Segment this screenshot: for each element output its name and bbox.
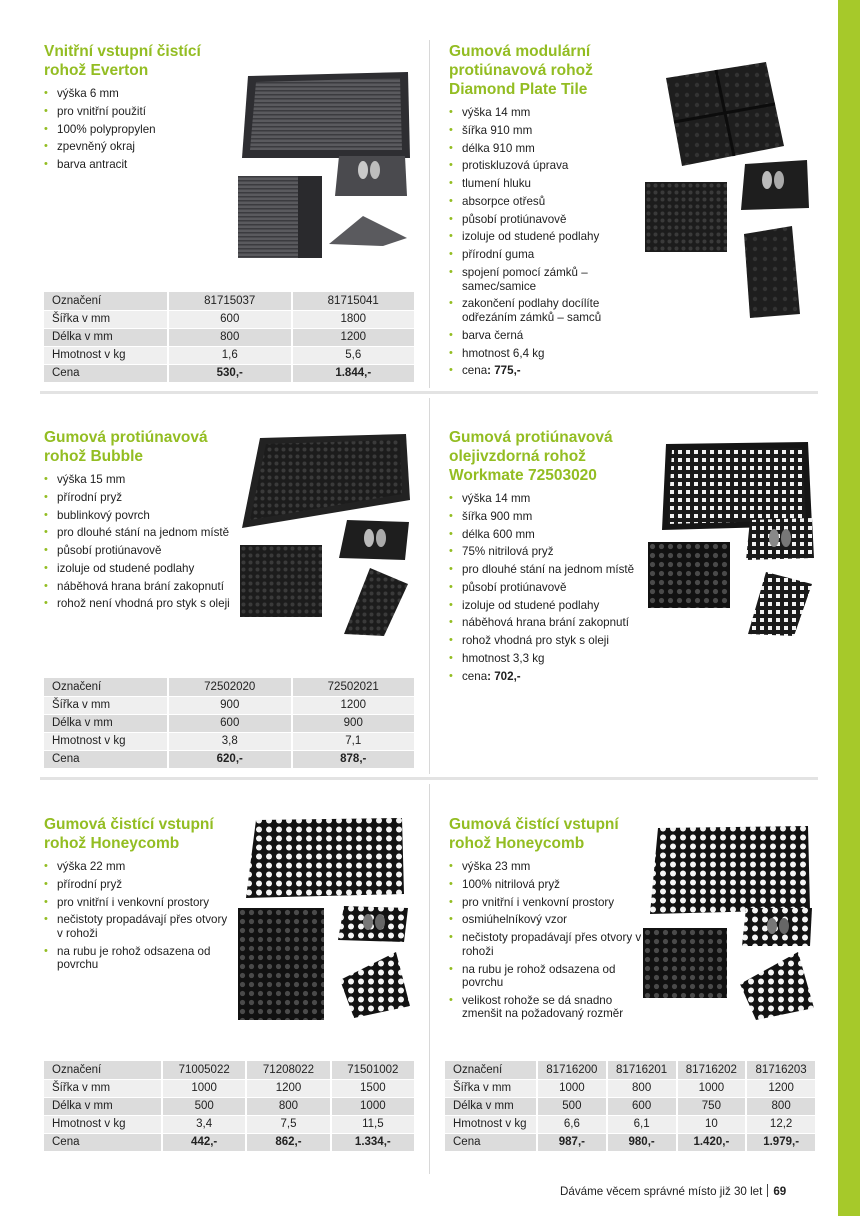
feature-item: • výška 14 mm [449,492,643,506]
feature-item: • náběhová hrana brání zakopnutí [449,616,643,630]
price-value: : 702,- [487,669,521,683]
table-header: 71501002 [331,1061,415,1079]
table-cell: 1000 [537,1079,607,1097]
feature-item: • pro vnitřní i venkovní prostory [449,896,645,910]
table-cell: 800 [246,1097,330,1115]
table-header: 81716203 [746,1061,816,1079]
feature-item: • nečistoty propadávají přes otvory v rohoži [449,931,645,958]
spec-table-honeycomb-nitrile [445,1061,817,1152]
table-header: 72502021 [292,678,416,696]
table-cell: 7,1 [292,732,416,750]
table-cell: Hmotnost v kg [44,732,168,750]
product-bubble [44,428,240,615]
feature-item: • přírodní guma [449,248,641,262]
feature-item: • na rubu je rohož odsazena od povrchu [44,945,234,972]
product-title: Gumová modulární protiúnavová rohož Diamond Plate Tile [449,43,593,98]
table-cell: 5,6 [292,346,416,364]
feature-item: • pro vnitřní použití [44,105,244,119]
feature-item: • izoluje od studené podlahy [449,230,641,244]
price-value: : 775,- [487,364,521,378]
table-cell: 900 [292,714,416,732]
feature-list [449,106,641,378]
table-cell: 11,5 [331,1115,415,1133]
table-cell: 1800 [292,310,416,328]
table-cell: 600 [168,310,292,328]
feature-item: • velikost rohože se dá snadno zmenšit na požadovaný rozměr [449,994,645,1021]
diamond-tiles-image [662,60,786,168]
everton-corner-image [323,212,411,246]
honeycomb-detail-image [238,908,324,1020]
table-cell: 1,6 [168,346,292,364]
table-header: Označení [44,292,168,310]
feature-item: • výška 14 mm [449,106,641,120]
feature-item: • pro dlouhé stání na jednom místě [449,563,643,577]
feature-item: • výška 22 mm [44,860,234,874]
everton-mat-image [238,66,414,162]
table-header: 81715041 [292,292,416,310]
table-cell: 600 [168,714,292,732]
feature-item: • délka 600 mm [449,528,643,542]
table-cell: Hmotnost v kg [445,1115,537,1133]
feature-item: • bublinkový povrch [44,509,240,523]
table-cell: 900 [168,696,292,714]
table-cell: Cena [445,1133,537,1151]
feature-item: • působí protiúnavově [449,213,641,227]
feature-item: • 75% nitrilová pryž [449,545,643,559]
table-header: 71208022 [246,1061,330,1079]
column-divider [429,784,430,1174]
table-cell: Šířka v mm [44,310,168,328]
table-cell: Šířka v mm [44,696,168,714]
honeycomb-mat-image [244,816,406,900]
table-header: 71005022 [162,1061,246,1079]
bubble-shoes-image [337,518,411,562]
price-cell: 1.844,- [292,364,416,382]
table-cell: Hmotnost v kg [44,346,168,364]
table-cell: 1500 [331,1079,415,1097]
table-header: Označení [445,1061,537,1079]
table-header: Označení [44,1061,162,1079]
everton-detail-image [238,176,322,258]
feature-item: • barva černá [449,329,641,343]
feature-item: • hmotnost 3,3 kg [449,652,643,666]
price-cell: 530,- [168,364,292,382]
feature-item: • šířka 910 mm [449,124,641,138]
feature-list [44,860,234,972]
table-cell: 1000 [162,1079,246,1097]
product-diamond-plate [449,42,641,382]
spec-table-bubble [44,678,416,769]
product-title: Gumová protiúnavová rohož Bubble [44,429,208,465]
feature-list [449,492,643,683]
price-cell: 1.979,- [746,1133,816,1151]
table-cell: 10 [677,1115,747,1133]
product-title: Gumová čistící vstupní rohož Honeycomb [44,816,214,852]
footer-slogan: Dáváme věcem správné místo již 30 let [560,1185,763,1198]
product-workmate [449,428,643,688]
column-divider [429,398,430,774]
honeycomb-rolled-image [336,950,412,1020]
product-title: Gumová čistící vstupní rohož Honeycomb [449,816,619,852]
table-cell: Délka v mm [44,1097,162,1115]
feature-item: • výška 6 mm [44,87,244,101]
workmate-shoes-image [742,516,816,562]
table-cell: 800 [607,1079,677,1097]
section-divider [40,777,818,780]
table-header: 81716201 [607,1061,677,1079]
table-cell: Délka v mm [44,328,168,346]
feature-item: • působí protiúnavově [44,544,240,558]
table-cell: 1000 [331,1097,415,1115]
feature-item: • výška 23 mm [449,860,645,874]
feature-item: • šířka 900 mm [449,510,643,524]
feature-item: • spojení pomocí zámků – samec/samice [449,266,641,293]
table-cell: 800 [746,1097,816,1115]
table-cell: Šířka v mm [445,1079,537,1097]
price-cell: 442,- [162,1133,246,1151]
table-cell: Hmotnost v kg [44,1115,162,1133]
table-cell: Délka v mm [445,1097,537,1115]
footer-separator [767,1184,768,1197]
feature-list [449,860,645,1021]
product-honeycomb-natural [44,815,234,976]
page-number: 69 [773,1185,787,1198]
table-cell: Délka v mm [44,714,168,732]
honeycomb-shoes-image [336,904,410,944]
table-cell: 1200 [246,1079,330,1097]
table-cell: 750 [677,1097,747,1115]
feature-item: • přírodní pryž [44,491,240,505]
price-cell: 620,- [168,750,292,768]
feature-item: • barva antracit [44,158,244,172]
feature-item: • izoluje od studené podlahy [449,599,643,613]
feature-list [44,473,240,611]
bubble-detail-image [240,545,322,617]
table-cell: 3,8 [168,732,292,750]
feature-item: • izoluje od studené podlahy [44,562,240,576]
product-title: Vnitřní vstupní čistící rohož Everton [44,43,201,79]
honeycomb-nitrile-mat-image [648,824,812,916]
price-cell: 1.334,- [331,1133,415,1151]
feature-item: • nečistoty propadávají přes otvory v rohoži [44,913,234,940]
feature-item: • přírodní pryž [44,878,234,892]
feature-item: • tlumení hluku [449,177,641,191]
table-cell: Cena [44,364,168,382]
workmate-detail-image [648,542,730,608]
diamond-detail-image [645,182,727,252]
price-cell: 862,- [246,1133,330,1151]
diamond-rolled-image [740,224,802,320]
table-cell: 3,4 [162,1115,246,1133]
price-item: • cena: 702,- [449,670,643,684]
price-cell: 1.420,- [677,1133,747,1151]
feature-list [44,87,244,172]
table-cell: 500 [162,1097,246,1115]
feature-item: • zakončení podlahy docílíte odřezáním zámků – samců [449,297,641,324]
feature-item: • zpevněný okraj [44,140,244,154]
table-cell: 600 [607,1097,677,1115]
feature-item: • náběhová hrana brání zakopnutí [44,580,240,594]
honeycomb-nitrile-shoes-image [740,906,814,948]
table-cell: Šířka v mm [44,1079,162,1097]
product-everton [44,42,244,176]
table-cell: 1200 [292,328,416,346]
feature-item: • pro vnitřní i venkovní prostory [44,896,234,910]
spec-table-honeycomb-natural [44,1061,416,1152]
feature-item: • 100% polypropylen [44,123,244,137]
table-header: Označení [44,678,168,696]
section-divider [40,391,818,394]
product-honeycomb-nitrile [449,815,645,1025]
bubble-mat-image [238,432,414,532]
feature-item: • výška 15 mm [44,473,240,487]
price-cell: 987,- [537,1133,607,1151]
table-cell: Cena [44,750,168,768]
feature-item: • délka 910 mm [449,142,641,156]
table-cell: 800 [168,328,292,346]
price-cell: 980,- [607,1133,677,1151]
feature-item: • rohož není vhodná pro styk s oleji [44,597,240,611]
table-header: 81716202 [677,1061,747,1079]
diamond-shoes-image [737,158,811,212]
spec-table-everton [44,292,416,383]
feature-item: • osmiúhelníkový vzor [449,913,645,927]
table-cell: 500 [537,1097,607,1115]
table-cell: 1200 [746,1079,816,1097]
feature-item: • protiskluzová úprava [449,159,641,173]
table-cell: 1000 [677,1079,747,1097]
accent-sidebar [838,0,860,1216]
table-cell: 6,1 [607,1115,677,1133]
feature-item: • 100% nitrilová pryž [449,878,645,892]
column-divider [429,40,430,388]
page-footer [560,1184,786,1198]
feature-item: • absorpce otřesů [449,195,641,209]
table-header: 81715037 [168,292,292,310]
feature-item: • rohož vhodná pro styk s oleji [449,634,643,648]
table-cell: 1200 [292,696,416,714]
table-cell: 12,2 [746,1115,816,1133]
feature-item: • hmotnost 6,4 kg [449,347,641,361]
bubble-corner-image [340,562,410,638]
workmate-corner-image [742,568,816,638]
everton-shoes-image [333,152,409,198]
table-header: 81716200 [537,1061,607,1079]
product-title: Gumová protiúnavová olejivzdorná rohož Workmate 72503020 [449,429,613,484]
price-cell: 878,- [292,750,416,768]
feature-item: • působí protiúnavově [449,581,643,595]
table-cell: 7,5 [246,1115,330,1133]
feature-item: • na rubu je rohož odsazena od povrchu [449,963,645,990]
honeycomb-nitrile-detail-image [643,928,727,998]
table-cell: 6,6 [537,1115,607,1133]
feature-item: • pro dlouhé stání na jednom místě [44,526,240,540]
honeycomb-nitrile-rolled-image [736,950,816,1022]
table-header: 72502020 [168,678,292,696]
table-cell: Cena [44,1133,162,1151]
price-item: • cena: 775,- [449,364,641,378]
